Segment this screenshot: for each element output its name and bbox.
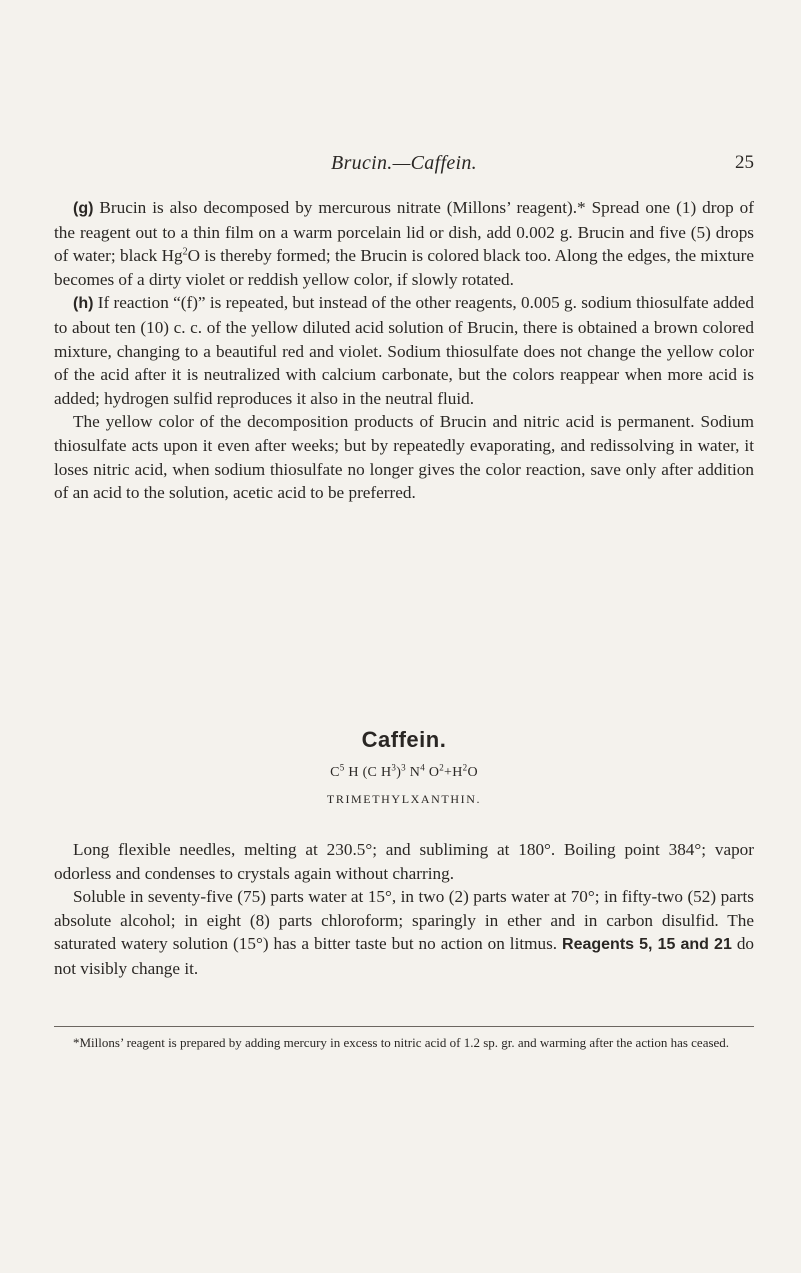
- caffein-section: [54, 838, 754, 981]
- paragraph-h-text: If reaction “(f)” is repeated, but instead of the other reagents, 0.005 g. sodium thiosulfate added to about ten (10) c. c. of the yellow diluted acid solution of Brucin, there is obtained a brown colored mixture, changing to a beautiful red and violet. Sodium thiosulfate does not change the yellow color of the acid after it is neutralized with calcium carbonate, but the colors reappear when more acid is added; hydrogen sulfid reproduces it also in the neutral fluid.: [54, 293, 754, 408]
- formula-sub: 2: [439, 762, 445, 773]
- superscript-2: 2: [182, 246, 188, 258]
- caffein-paragraph-2-text-a: Soluble in seventy-five (75) parts water at 15°, in two (2) parts water at 70°; in fifty-two (52) parts absolute alcohol; in eight (8) parts chloroform; sparingly in ether and in carbon disulfid. The saturated watery solution (15°) has a bitter taste but no action on litmus.: [54, 887, 754, 954]
- formula-sub: 2: [462, 762, 468, 773]
- caffein-paragraph-2: [54, 885, 754, 980]
- paragraph-h: [54, 291, 754, 410]
- caffein-paragraph-2-text-c: do not visibly change it.: [54, 934, 755, 978]
- section-title: Caffein.: [361, 727, 447, 752]
- formula-sub: 3: [391, 762, 397, 773]
- reaction-label-h: (h): [73, 295, 94, 313]
- chemical-formula: [54, 762, 754, 781]
- running-title: Brucin.—Caffein.: [331, 152, 477, 174]
- footnote: *Millons’ reagent is prepared by adding mercury in excess to nitric acid of 1.2 sp. gr. and warming after the action has ceased.: [73, 1035, 730, 1050]
- reaction-label-g: (g): [73, 200, 94, 217]
- formula-part: O: [467, 765, 478, 780]
- formula-part: +H: [444, 765, 463, 780]
- paragraph-g: [54, 196, 754, 291]
- formula-part: N: [405, 765, 421, 780]
- brucin-section: [54, 196, 754, 505]
- footnote-divider: [54, 1026, 754, 1027]
- formula-part: O: [425, 765, 440, 780]
- paragraph-g-text-2: O is thereby formed; the Brucin is colored black too. Along the edges, the mixture becomes of a dirty violet or reddish yellow color, if slowly rotated.: [54, 246, 754, 289]
- formula-sub: 4: [420, 762, 426, 773]
- formula-part: C: [330, 765, 340, 780]
- formula-part: ): [396, 765, 402, 780]
- formula-part: H (C H: [344, 765, 392, 780]
- running-head: [54, 152, 754, 178]
- paragraph-g-text-1: Brucin is also decomposed by mercurous nitrate (Millons’ reagent).* Spread one (1) drop of the reagent out to a thin film on a warm porcelain lid or dish, add 0.002 g. Brucin and five (5) drops of water; black Hg: [54, 198, 754, 266]
- formula-sub: 5: [339, 762, 345, 773]
- caffein-heading: [54, 727, 754, 807]
- caffein-paragraph-1: Long flexible needles, melting at 230.5°; and subliming at 180°. Boiling point 384°; vapor odorless and condenses to crystals again without charring.: [54, 840, 754, 883]
- page-number: 25: [735, 152, 754, 173]
- reagents-label: Reagents 5, 15 and 21: [562, 936, 732, 954]
- section-subtitle: TRIMETHYLXANTHIN.: [326, 792, 482, 806]
- paragraph-3: The yellow color of the decomposition products of Brucin and nitric acid is permanent. Sodium thiosulfate acts upon it even after weeks; but by repeatedly evaporating, and redissolving in water, it loses nitric acid, when sodium thiosulfate no longer gives the color reaction, save only after addition of an acid to the solution, acetic acid to be preferred.: [54, 412, 754, 503]
- formula-sub: 3: [401, 762, 406, 773]
